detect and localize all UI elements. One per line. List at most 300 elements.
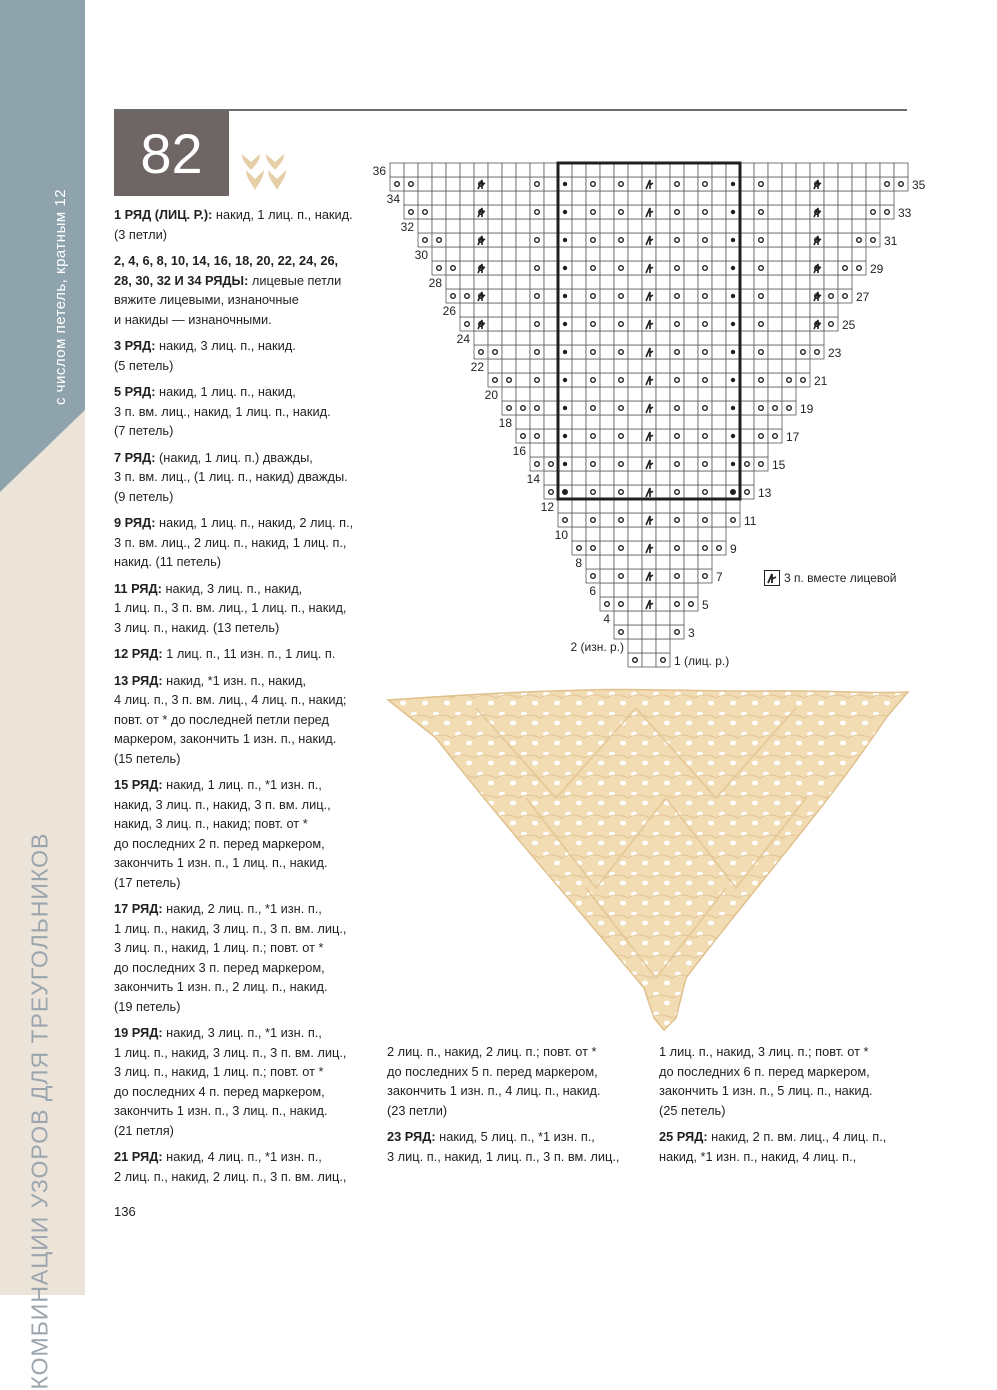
chart-cell xyxy=(740,317,754,331)
chart-row-number: 5 xyxy=(702,598,709,612)
chart-cell xyxy=(516,163,530,177)
chart-cell xyxy=(698,499,712,513)
chart-cell xyxy=(838,289,852,303)
chart-cell xyxy=(796,205,810,219)
chart-cell xyxy=(460,219,474,233)
chart-cell xyxy=(474,345,488,359)
chart-cell xyxy=(488,233,502,247)
chart-cell xyxy=(572,317,586,331)
chart-cell xyxy=(544,443,558,457)
chart-cell xyxy=(614,541,628,555)
chart-cell xyxy=(502,163,516,177)
chart-row-number: 25 xyxy=(842,318,856,332)
chart-cell xyxy=(726,387,740,401)
chart-cell xyxy=(572,415,586,429)
chart-cell xyxy=(726,191,740,205)
chart-cell xyxy=(684,429,698,443)
chart-cell xyxy=(600,513,614,527)
chart-cell xyxy=(488,331,502,345)
chart-cell xyxy=(712,527,726,541)
row-text: 2 лиц. п., накид, 2 лиц. п.; повт. от * до последних 5 п. перед маркером, закончить 1 изн. п., 4 лиц. п., накид. (23 петли) xyxy=(387,1044,601,1118)
purl-dot xyxy=(731,210,735,214)
purl-dot xyxy=(731,294,735,298)
pattern-number: 82 xyxy=(114,111,229,196)
purl-dot xyxy=(731,266,735,270)
chart-cell xyxy=(530,429,544,443)
purl-dot xyxy=(563,490,567,494)
chart-cell xyxy=(782,163,796,177)
chart-cell xyxy=(684,541,698,555)
chart-row-number: 3 xyxy=(688,626,695,640)
chart-cell xyxy=(670,527,684,541)
chart-cell xyxy=(544,331,558,345)
chart-cell xyxy=(614,415,628,429)
chart-cell xyxy=(824,247,838,261)
row-text: накид, 3 лиц. п., накид. (5 петель) xyxy=(114,338,296,373)
chart-row-number: 36 xyxy=(372,164,386,178)
chart-cell xyxy=(488,373,502,387)
chart-cell xyxy=(516,429,530,443)
chart-cell xyxy=(628,163,642,177)
chart-cell xyxy=(740,471,754,485)
chart-cell xyxy=(656,541,670,555)
chart-cell xyxy=(600,261,614,275)
row-text: накид, 1 лиц. п., накид. (3 петли) xyxy=(114,207,353,242)
chart-cell xyxy=(628,205,642,219)
purl-dot xyxy=(731,490,735,494)
purl-dot xyxy=(563,434,567,438)
chart-cell xyxy=(572,261,586,275)
chart-cell xyxy=(656,163,670,177)
chart-cell xyxy=(852,163,866,177)
chart-cell xyxy=(516,331,530,345)
chart-cell xyxy=(754,415,768,429)
chart-cell xyxy=(600,345,614,359)
chart-cell xyxy=(684,373,698,387)
chart-cell xyxy=(586,247,600,261)
chart-cell xyxy=(684,499,698,513)
chart-cell xyxy=(796,331,810,345)
chart-cell xyxy=(432,233,446,247)
chart-cell xyxy=(558,499,572,513)
chart-cell xyxy=(852,247,866,261)
chart-cell xyxy=(838,163,852,177)
row-text: накид, 1 лиц. п., накид, 2 лиц. п., 3 п. вм. лиц., 2 лиц. п., накид, 1 лиц. п., накид. (11 петель) xyxy=(114,515,354,569)
chart-cell xyxy=(530,289,544,303)
chart-cell xyxy=(684,331,698,345)
chart-cell xyxy=(586,219,600,233)
chart-cell xyxy=(628,471,642,485)
chart-cell xyxy=(684,415,698,429)
chart-cell xyxy=(684,457,698,471)
chart-cell xyxy=(670,443,684,457)
chart-cell xyxy=(530,317,544,331)
chart-cell xyxy=(474,163,488,177)
purl-dot xyxy=(731,434,735,438)
chart-cell xyxy=(796,261,810,275)
chart-cell xyxy=(782,177,796,191)
chart-cell xyxy=(446,261,460,275)
chart-cell xyxy=(656,457,670,471)
chart-cell xyxy=(446,247,460,261)
chart-cell xyxy=(726,359,740,373)
chart-cell xyxy=(656,569,670,583)
chart-cell xyxy=(698,275,712,289)
chart-row-number: 8 xyxy=(575,556,582,570)
chart-cell xyxy=(572,373,586,387)
chart-cell xyxy=(488,177,502,191)
chart-cell xyxy=(586,499,600,513)
chart-cell xyxy=(684,443,698,457)
instruction-paragraph xyxy=(659,1127,909,1166)
chart-cell xyxy=(614,401,628,415)
chart-cell xyxy=(684,247,698,261)
chart-cell xyxy=(614,177,628,191)
chart-row-number: 7 xyxy=(716,570,723,584)
chart-cell xyxy=(712,275,726,289)
chart-cell xyxy=(810,331,824,345)
chart-row-number: 32 xyxy=(400,220,414,234)
chart-cell xyxy=(656,205,670,219)
chart-row-number: 31 xyxy=(884,234,898,248)
purl-dot xyxy=(563,182,567,186)
chart-cell xyxy=(516,177,530,191)
chart-cell xyxy=(768,261,782,275)
chart-cell xyxy=(810,345,824,359)
purl-dot xyxy=(563,350,567,354)
chart-cell xyxy=(558,275,572,289)
chart-cell xyxy=(600,401,614,415)
chart-cell xyxy=(656,625,670,639)
chart-cell xyxy=(614,289,628,303)
chart-cell xyxy=(656,429,670,443)
chart-cell xyxy=(516,359,530,373)
chart-cell xyxy=(782,205,796,219)
chart-cell xyxy=(838,177,852,191)
chart-cell xyxy=(418,177,432,191)
chart-cell xyxy=(502,303,516,317)
row-label: 25 РЯД: xyxy=(659,1129,708,1144)
chart-cell xyxy=(670,219,684,233)
chart-cell xyxy=(768,401,782,415)
chart-cell xyxy=(712,359,726,373)
chart-cell xyxy=(698,317,712,331)
chart-cell xyxy=(880,191,894,205)
chart-cell xyxy=(656,499,670,513)
chart-cell xyxy=(712,205,726,219)
chart-cell xyxy=(502,387,516,401)
chart-cell xyxy=(600,247,614,261)
chart-cell xyxy=(628,583,642,597)
chart-cell xyxy=(754,261,768,275)
chart-cell xyxy=(852,261,866,275)
chart-cell xyxy=(684,569,698,583)
chart-cell xyxy=(754,205,768,219)
row-label: 23 РЯД: xyxy=(387,1129,436,1144)
chart-cell xyxy=(600,317,614,331)
chart-cell xyxy=(670,499,684,513)
chart-cell xyxy=(600,541,614,555)
chart-cell xyxy=(754,219,768,233)
chart-cell xyxy=(782,345,796,359)
chart-cell xyxy=(684,583,698,597)
chart-cell xyxy=(782,247,796,261)
chart-cell xyxy=(684,471,698,485)
chart-cell xyxy=(684,303,698,317)
chart-cell xyxy=(670,401,684,415)
row-text: накид, 5 лиц. п., *1 изн. п., 3 лиц. п., накид, 1 лиц. п., 3 п. вм. лиц., xyxy=(387,1129,620,1164)
chart-cell xyxy=(796,289,810,303)
chart-cell xyxy=(698,443,712,457)
chart-cell xyxy=(852,191,866,205)
chart-cell xyxy=(698,345,712,359)
chart-cell xyxy=(670,233,684,247)
chart-cell xyxy=(698,261,712,275)
chart-cell xyxy=(418,219,432,233)
chart-cell xyxy=(530,191,544,205)
chart-cell xyxy=(670,597,684,611)
chart-cell xyxy=(712,247,726,261)
chart-cell xyxy=(740,345,754,359)
chart-cell xyxy=(572,247,586,261)
chart-cell xyxy=(558,247,572,261)
chart-cell xyxy=(670,345,684,359)
chart-cell xyxy=(754,443,768,457)
instruction-paragraph xyxy=(387,1042,637,1120)
chart-cell xyxy=(572,177,586,191)
chart-cell xyxy=(880,205,894,219)
chart-cell xyxy=(530,219,544,233)
chart-row-number: 29 xyxy=(870,262,884,276)
chart-cell xyxy=(572,359,586,373)
chart-cell xyxy=(628,415,642,429)
chart-cell xyxy=(670,471,684,485)
chart-cell xyxy=(782,289,796,303)
chart-cell xyxy=(824,261,838,275)
chart-cell xyxy=(670,177,684,191)
chart-cell xyxy=(698,233,712,247)
chart-cell xyxy=(894,177,908,191)
chart-cell xyxy=(628,345,642,359)
chart-cell xyxy=(474,275,488,289)
chart-row-number: 30 xyxy=(414,248,428,262)
chart-cell xyxy=(712,457,726,471)
chart-cell xyxy=(460,261,474,275)
chart-cell xyxy=(712,191,726,205)
chart-cell xyxy=(614,345,628,359)
chart-cell xyxy=(726,513,740,527)
chart-cell xyxy=(628,275,642,289)
chart-cell xyxy=(796,219,810,233)
chart-cell xyxy=(656,345,670,359)
purl-dot xyxy=(731,462,735,466)
chart-cell xyxy=(782,373,796,387)
chart-cell xyxy=(726,303,740,317)
chart-cell xyxy=(712,443,726,457)
chart-cell xyxy=(572,163,586,177)
chart-cell xyxy=(614,625,628,639)
chart-cell xyxy=(404,191,418,205)
chart-cell xyxy=(572,275,586,289)
instruction-paragraph xyxy=(659,1042,909,1120)
chart-row-number: 11 xyxy=(744,514,757,528)
chart-cell xyxy=(754,317,768,331)
row-label: 5 РЯД: xyxy=(114,384,156,399)
chart-cell xyxy=(600,443,614,457)
chart-cell xyxy=(740,415,754,429)
purl-dot xyxy=(563,462,567,466)
chart-cell xyxy=(600,331,614,345)
chart-cell xyxy=(516,317,530,331)
chart-cell xyxy=(460,289,474,303)
knitting-chart xyxy=(360,155,940,675)
chart-cell xyxy=(740,261,754,275)
chart-cell xyxy=(642,191,656,205)
chart-cell xyxy=(586,429,600,443)
chart-cell xyxy=(810,275,824,289)
chart-cell xyxy=(600,205,614,219)
chart-cell xyxy=(684,177,698,191)
chart-cell xyxy=(530,457,544,471)
chart-cell xyxy=(796,359,810,373)
chart-cell xyxy=(572,331,586,345)
chart-cell xyxy=(754,177,768,191)
chart-cell xyxy=(782,331,796,345)
chart-cell xyxy=(642,247,656,261)
chart-cell xyxy=(740,219,754,233)
chart-cell xyxy=(754,233,768,247)
chart-cell xyxy=(754,303,768,317)
chart-cell xyxy=(768,415,782,429)
chart-cell xyxy=(488,359,502,373)
chart-cell xyxy=(544,247,558,261)
chart-cell xyxy=(628,457,642,471)
chart-cell xyxy=(614,443,628,457)
chart-cell xyxy=(600,485,614,499)
chart-cell xyxy=(740,331,754,345)
chart-cell xyxy=(852,233,866,247)
instruction-paragraph xyxy=(387,1127,637,1166)
chart-cell xyxy=(572,499,586,513)
chart-cell xyxy=(544,317,558,331)
chart-cell xyxy=(684,359,698,373)
chart-cell xyxy=(740,177,754,191)
chart-cell xyxy=(614,233,628,247)
chart-cell xyxy=(390,177,404,191)
chart-cell xyxy=(684,317,698,331)
chart-cell xyxy=(600,373,614,387)
chart-cell xyxy=(516,247,530,261)
chart-cell xyxy=(572,205,586,219)
chart-row-number: 13 xyxy=(758,486,772,500)
chart-cell xyxy=(544,373,558,387)
row-label: 1 РЯД (ЛИЦ. Р.): xyxy=(114,207,213,222)
chart-row-number: 34 xyxy=(386,192,400,206)
chart-cell xyxy=(712,331,726,345)
chart-cell xyxy=(740,191,754,205)
chart-cell xyxy=(502,331,516,345)
chart-cell xyxy=(670,247,684,261)
chart-cell xyxy=(572,289,586,303)
row-text: накид, 2 п. вм. лиц., 4 лиц. п., накид, *1 изн. п., накид, 4 лиц. п., xyxy=(659,1129,887,1164)
row-text: накид, 1 лиц. п., накид, 3 п. вм. лиц., накид, 1 лиц. п., накид. (7 петель) xyxy=(114,384,331,438)
chart-cell xyxy=(544,205,558,219)
purl-dot xyxy=(731,406,735,410)
chart-cell xyxy=(572,303,586,317)
chart-cell xyxy=(656,191,670,205)
chart-cell xyxy=(852,205,866,219)
page-number: 136 xyxy=(114,1204,136,1219)
chart-cell xyxy=(600,387,614,401)
chart-cell xyxy=(446,205,460,219)
chart-cell xyxy=(740,485,754,499)
chart-row-number: 33 xyxy=(898,206,912,220)
chart-cell xyxy=(684,597,698,611)
chart-cell xyxy=(530,303,544,317)
chart-cell xyxy=(810,219,824,233)
instruction-paragraph xyxy=(114,1147,364,1186)
chart-cell xyxy=(712,401,726,415)
chart-cell xyxy=(656,331,670,345)
chart-cell xyxy=(628,569,642,583)
chart-row-number: 17 xyxy=(786,430,800,444)
chart-cell xyxy=(530,401,544,415)
chart-cell xyxy=(642,499,656,513)
chart-cell xyxy=(642,527,656,541)
chart-cell xyxy=(782,233,796,247)
chart-cell xyxy=(656,653,670,667)
chart-cell xyxy=(628,177,642,191)
chart-cell xyxy=(628,429,642,443)
chart-cell xyxy=(432,205,446,219)
chart-cell xyxy=(628,639,642,653)
chart-cell xyxy=(530,247,544,261)
chart-cell xyxy=(670,513,684,527)
chart-cell xyxy=(698,303,712,317)
chart-cell xyxy=(642,653,656,667)
chart-cell xyxy=(740,387,754,401)
purl-dot xyxy=(563,210,567,214)
chart-cell xyxy=(544,401,558,415)
chart-cell xyxy=(712,177,726,191)
chart-cell xyxy=(572,513,586,527)
chart-cell xyxy=(586,275,600,289)
chart-cell xyxy=(586,471,600,485)
instruction-paragraph xyxy=(114,513,364,572)
chart-cell xyxy=(544,387,558,401)
chart-cell xyxy=(824,275,838,289)
purl-dot xyxy=(563,406,567,410)
chart-cell xyxy=(516,401,530,415)
chart-cell xyxy=(656,401,670,415)
chart-cell xyxy=(516,345,530,359)
chart-cell xyxy=(670,429,684,443)
chart-cell xyxy=(782,303,796,317)
chart-cell xyxy=(754,359,768,373)
chart-cell xyxy=(726,331,740,345)
chart-cell xyxy=(768,247,782,261)
purl-dot xyxy=(563,378,567,382)
instruction-paragraph xyxy=(114,382,364,441)
chart-cell xyxy=(656,583,670,597)
chart-cell xyxy=(768,345,782,359)
chart-cell xyxy=(628,541,642,555)
chart-cell xyxy=(796,275,810,289)
chart-cell xyxy=(698,471,712,485)
chart-cell xyxy=(642,331,656,345)
chart-cell xyxy=(740,247,754,261)
chart-cell xyxy=(572,233,586,247)
